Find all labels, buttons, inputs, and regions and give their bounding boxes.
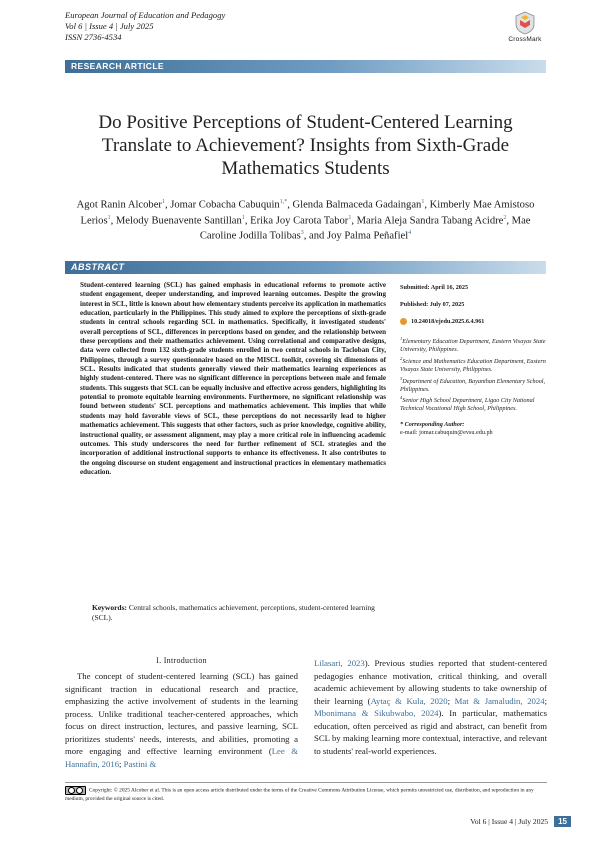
intro-left-column: [65, 670, 298, 770]
author-affiliation-marker: 4: [408, 230, 412, 237]
affiliation-marker: 2: [400, 356, 403, 362]
affiliation-item: [400, 375, 550, 394]
affiliation-text: Senior High School Department, Ligao City National Technical Vocational High School, Philippines.: [400, 397, 535, 413]
author-name: Melody Buenavente Santillan: [115, 215, 242, 227]
crossmark-badge[interactable]: [500, 11, 550, 43]
author-name: Joy Palma Peñafiel: [326, 231, 409, 242]
author-name: Erika Joy Carota Tabor: [250, 215, 349, 227]
citation-link[interactable]: Aytaç & Kula, 2020: [370, 695, 448, 706]
corresponding-author: [400, 421, 550, 437]
affiliation-text: Elementary Education Department, Eastern Visayas State University, Philippines.: [400, 338, 546, 354]
section-heading: I. Introduction: [156, 656, 207, 665]
author-affiliation-marker: 1: [107, 214, 111, 221]
journal-issn: ISSN 2736-4534: [65, 32, 122, 42]
journal-header: [65, 10, 225, 43]
citation-separator: ;: [544, 695, 548, 706]
journal-issue: Vol 6 | Issue 4 | July 2025: [65, 21, 154, 31]
article-type-label: RESEARCH ARTICLE: [71, 61, 164, 71]
author-name: Glenda Balmaceda Gadaingan: [292, 199, 422, 211]
citation-link[interactable]: Mbonimana & Sikubwabo, 2024: [314, 708, 439, 718]
citation-link[interactable]: Lilasari, 2023: [314, 658, 365, 668]
affiliation-marker: 1: [400, 336, 403, 342]
author-name: Agot Ranin Alcober: [76, 199, 162, 211]
keywords-text: Central schools, mathematics achievement, perceptions, student-centered learning (SCL).: [92, 603, 375, 622]
author-affiliation-marker: 3: [300, 230, 304, 237]
intro-right-text: ). In particular, mathematics education, often perceived as rigid and abstract, can benefit from SCL by making learning more contextual, interactive, and relevant to students' real-world experiences.: [314, 708, 547, 756]
corresponding-email[interactable]: e-mail: jomar.cabuquin@evsu.edu.ph: [400, 428, 493, 436]
author-affiliation-marker: 1: [421, 199, 425, 205]
intro-right-column: [314, 657, 547, 757]
affiliation-text: Science and Mathematics Education Department, Eastern Visayas State University, Philippines.: [400, 358, 546, 373]
abstract-bar: [65, 261, 546, 274]
author-affiliation-marker: 1,*: [279, 199, 288, 205]
journal-name: European Journal of Education and Pedagogy: [65, 10, 226, 20]
abstract-text: Student-centered learning (SCL) has gained emphasis in educational reforms to promote active student engagement, deeper understanding, and improved learning outcomes. Despite the growing interest in SCL, little is known about how elementary students perceive its application in mathematics education, particularly in the Philippines. This study aimed to explore the perceptions of sixth-grade students in central schools regarding SCL in mathematics. Specifically, it investigated students' overall perceptions of SCL, differences in perceptions based on gender, and the relationship between these perceptions and their mathematics achievement. Using correlational and comparative designs, data were collected from 132 sixth-grade students enrolled in two central schools in Tacloban City, Philippines, through a survey questionnaire based on the MISCL toolkit, covering six dimensions of SCL. Results indicated that students generally viewed their mathematics learning experiences as highly student-centered. There was no significant difference in perceptions between male and female students. This suggests that SCL can be equally inclusive and effective across genders, highlighting its potential to promote equitable learning environments. Furthermore, no significant relationship was found between students' SCL perceptions and mathematics achievement. This implies that while students may hold favorable views of SCL, these perceptions do not necessarily lead to higher mathematics achievement. This suggests that other factors, such as prior knowledge, cognitive ability, instructional quality, or assessment alignment, may play a more critical role in influencing academic outcomes. This study underscores the need for further refinement of SCL strategies and the incorporation of additional instructional supports to enhance its effectiveness. It also contributes to the ongoing discourse on student engagement and instructional practices in elementary mathematics education.: [80, 281, 386, 476]
keywords-label: Keywords:: [92, 603, 127, 612]
article-title: Do Positive Perceptions of Student-Centered Learning Translate to Achievement? Insights from Sixth-Grade Mathematics Students: [98, 112, 513, 179]
citation-separator: ;: [447, 695, 455, 706]
submitted-date: Submitted: April 16, 2025: [400, 284, 469, 291]
copyright-text: Copyright: © 2025 Alcober et al. This is an open access article distributed under the terms of the Creative Commons Attribution License, which permits unrestricted use, distribution, and reproduction in any medium, provided the original source is cited.: [65, 787, 534, 802]
author-affiliation-marker: 1: [348, 214, 352, 221]
crossmark-icon: [514, 11, 536, 35]
citation-separator: ;: [119, 758, 124, 769]
author-affiliation-marker: 1: [241, 214, 245, 221]
affiliation-marker: 4: [400, 395, 403, 401]
author-name: Jomar Cobacha Cabuquin: [170, 199, 280, 211]
page-number: 15: [554, 816, 571, 827]
author-affiliation-marker: 2: [503, 214, 507, 221]
intro-right-text: ). Previous studies reported that student-centered pedagogies enhance motivation, critical thinking, and overall academic achievement by allowing students to take ownership of their learning (: [314, 658, 547, 706]
published-date: Published: July 07, 2025: [400, 300, 465, 308]
doi-link[interactable]: [400, 318, 550, 326]
corresponding-label: * Corresponding Author:: [400, 421, 465, 429]
affiliation-marker: 3: [400, 375, 403, 381]
footer-issue: Vol 6 | Issue 4 | July 2025: [470, 817, 549, 826]
keywords: [92, 603, 388, 623]
author-list: Agot Ranin Alcober$^1$, Jomar Cobacha Cabuquin$^{1,*}$, Glenda Balmaceda Gadaingan$^1$, Kimberly Mae Amistoso Lerios$^1$, Melody Buenavente Santillan$^1$, Erika Joy Carota Tabor$^1$, Maria Aleja Sandra Tabang Acidre$^2$, Mae Caroline Jodilla Tolibas$^3$, and Joy Palma Peñafiel$^4$: [76, 199, 535, 242]
author-affiliation-marker: 1: [161, 199, 165, 205]
citation-link[interactable]: Pastini &: [123, 758, 157, 769]
citation-link[interactable]: Mat & Jamaludin, 2024: [454, 695, 545, 706]
crossmark-label: CrossMark: [508, 36, 542, 43]
copyright-notice: [65, 786, 547, 803]
affiliation-item: [400, 394, 550, 413]
doi-icon: [400, 318, 407, 325]
affiliation-item: [400, 355, 550, 374]
intro-left-text: The concept of student-centered learning (SCL) has gained significant traction in educational research and practice, emphasizing the active involvement of students in the learning process. Unlike traditional teacher-centered approaches, which focus on direct instruction, lectures, and passive learning, SCL prioritizes students' needs, interests, and abilities, promoting a more engaging and effective learning environment (: [65, 671, 298, 756]
affiliation-item: [400, 335, 550, 354]
doi-text: 10.24018/ejedu.2025.6.4.961: [411, 317, 485, 325]
author-name: Maria Aleja Sandra Tabang Acidre: [356, 215, 504, 227]
affiliation-list: [400, 335, 550, 413]
abstract-label: ABSTRACT: [71, 262, 125, 272]
article-meta-sidebar: [400, 284, 550, 437]
citation-link[interactable]: Lee & Hannafin, 2016: [65, 746, 298, 769]
author-name: Mae Caroline Jodilla Tolibas: [199, 215, 531, 242]
page-footer: [470, 816, 571, 827]
footer-divider: [65, 782, 547, 783]
cc-license-icon[interactable]: [65, 786, 86, 795]
affiliation-text: Department of Education, Bayanihan Elementary School, Philippines.: [400, 377, 546, 393]
author-name: Kimberly Mae Amistoso Lerios: [80, 199, 535, 227]
